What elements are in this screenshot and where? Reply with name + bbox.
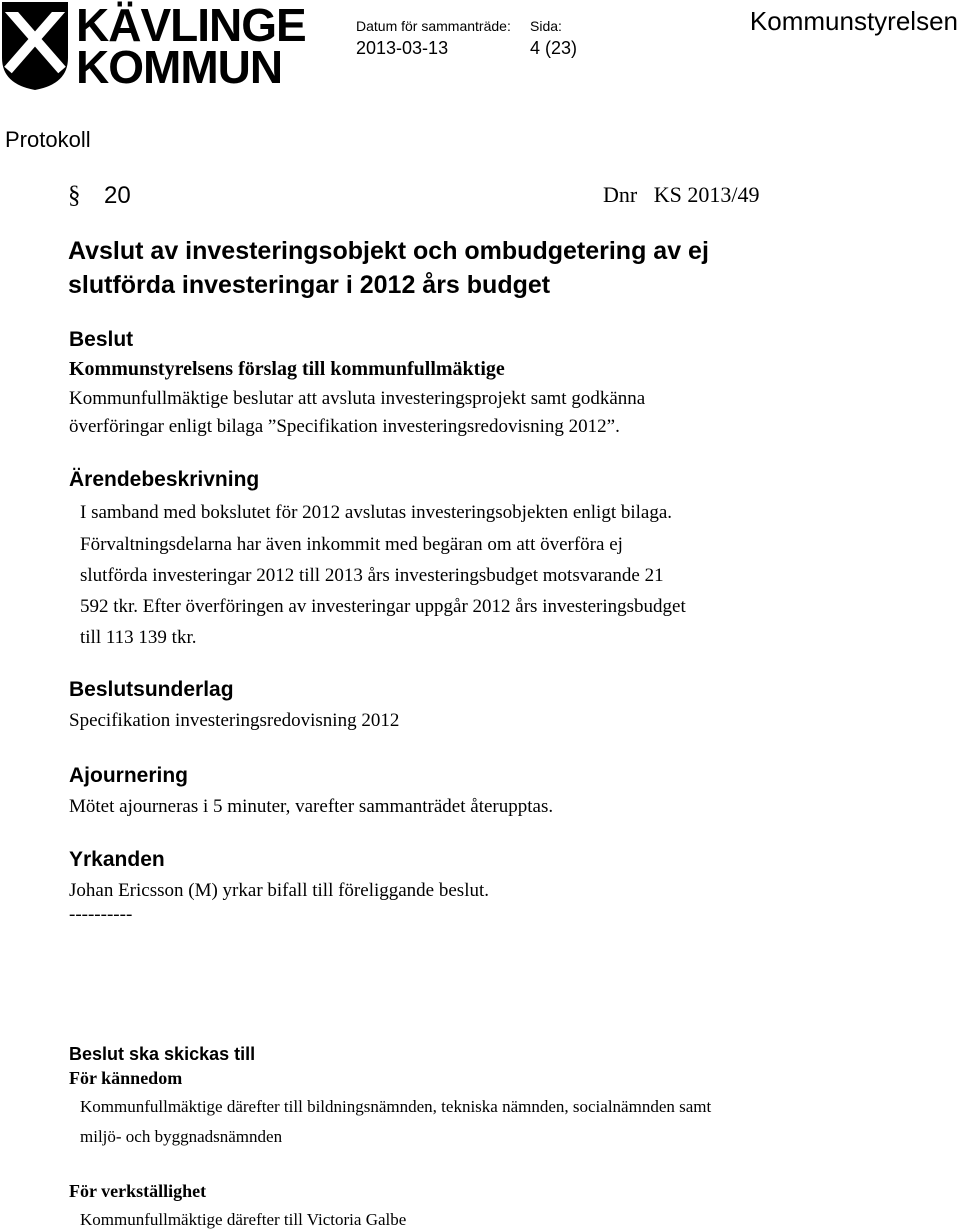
beslut-subheading: Kommunstyrelsens förslag till kommunfullmäktige xyxy=(69,358,505,380)
arendebeskrivning-line3: slutförda investeringar 2012 till 2013 års investeringsbudget motsvarande 21 xyxy=(80,565,664,586)
beslutsunderlag-line1: Specifikation investeringsredovisning 2012 xyxy=(69,710,400,731)
dnr-value: KS 2013/49 xyxy=(653,182,760,207)
verkstallighet-line1: Kommunfullmäktige därefter till Victoria Galbe xyxy=(80,1210,407,1229)
section-symbol: § xyxy=(68,182,81,209)
distribution-heading: Beslut ska skickas till xyxy=(69,1044,256,1064)
matter-title-line2: slutförda investeringar i 2012 års budget xyxy=(68,271,551,299)
arendebeskrivning-heading: Ärendebeskrivning xyxy=(69,468,260,491)
logo-text-line1: KÄVLINGE xyxy=(76,0,306,51)
beslutsunderlag-heading: Beslutsunderlag xyxy=(69,678,234,701)
ajournering-line1: Mötet ajourneras i 5 minuter, varefter sammanträdet återupptas. xyxy=(69,796,554,817)
kannedom-heading: För kännedom xyxy=(69,1068,183,1088)
case-number xyxy=(603,182,759,208)
matter-title-line1: Avslut av investeringsobjekt och ombudgetering av ej xyxy=(68,237,709,265)
beslut-text-line2: överföringar enligt bilaga ”Specifikation investeringsredovisning 2012”. xyxy=(69,416,620,437)
date-value: 2013-03-13 xyxy=(356,38,449,58)
arendebeskrivning-line1: I samband med bokslutet för 2012 avslutas investeringsobjekten enligt bilaga. xyxy=(80,502,673,523)
date-label: Datum för sammanträde: xyxy=(356,18,511,34)
beslut-heading: Beslut xyxy=(69,328,134,351)
yrkanden-heading: Yrkanden xyxy=(69,848,165,871)
arendebeskrivning-line2: Förvaltningsdelarna har även inkommit med begäran om att överföra ej xyxy=(80,534,623,555)
document-type: Protokoll xyxy=(5,127,91,152)
page-value: 4 (23) xyxy=(530,38,578,58)
kannedom-line2: miljö- och byggnadsnämnden xyxy=(80,1127,283,1146)
page-label: Sida: xyxy=(530,18,562,34)
kannedom-line1: Kommunfullmäktige därefter till bildningsnämnden, tekniska nämnden, socialnämnden samt xyxy=(80,1097,712,1116)
beslut-text-line1: Kommunfullmäktige beslutar att avsluta investeringsprojekt samt godkänna xyxy=(69,388,646,409)
logo-text-line2: KOMMUN xyxy=(76,41,283,93)
dnr-label: Dnr xyxy=(603,182,638,207)
yrkanden-line1: Johan Ericsson (M) yrkar bifall till föreliggande beslut. xyxy=(69,880,490,901)
document-title: Kommunstyrelsen xyxy=(749,6,958,36)
paragraph-number: 20 xyxy=(104,182,131,209)
arendebeskrivning-line5: till 113 139 tkr. xyxy=(80,627,197,648)
verkstallighet-heading: För verkställighet xyxy=(69,1181,207,1201)
ajournering-heading: Ajournering xyxy=(69,764,188,787)
separator-dashes: ---------- xyxy=(69,904,133,925)
arendebeskrivning-line4: 592 tkr. Efter överföringen av investeringar uppgår 2012 års investeringsbudget xyxy=(80,596,686,617)
